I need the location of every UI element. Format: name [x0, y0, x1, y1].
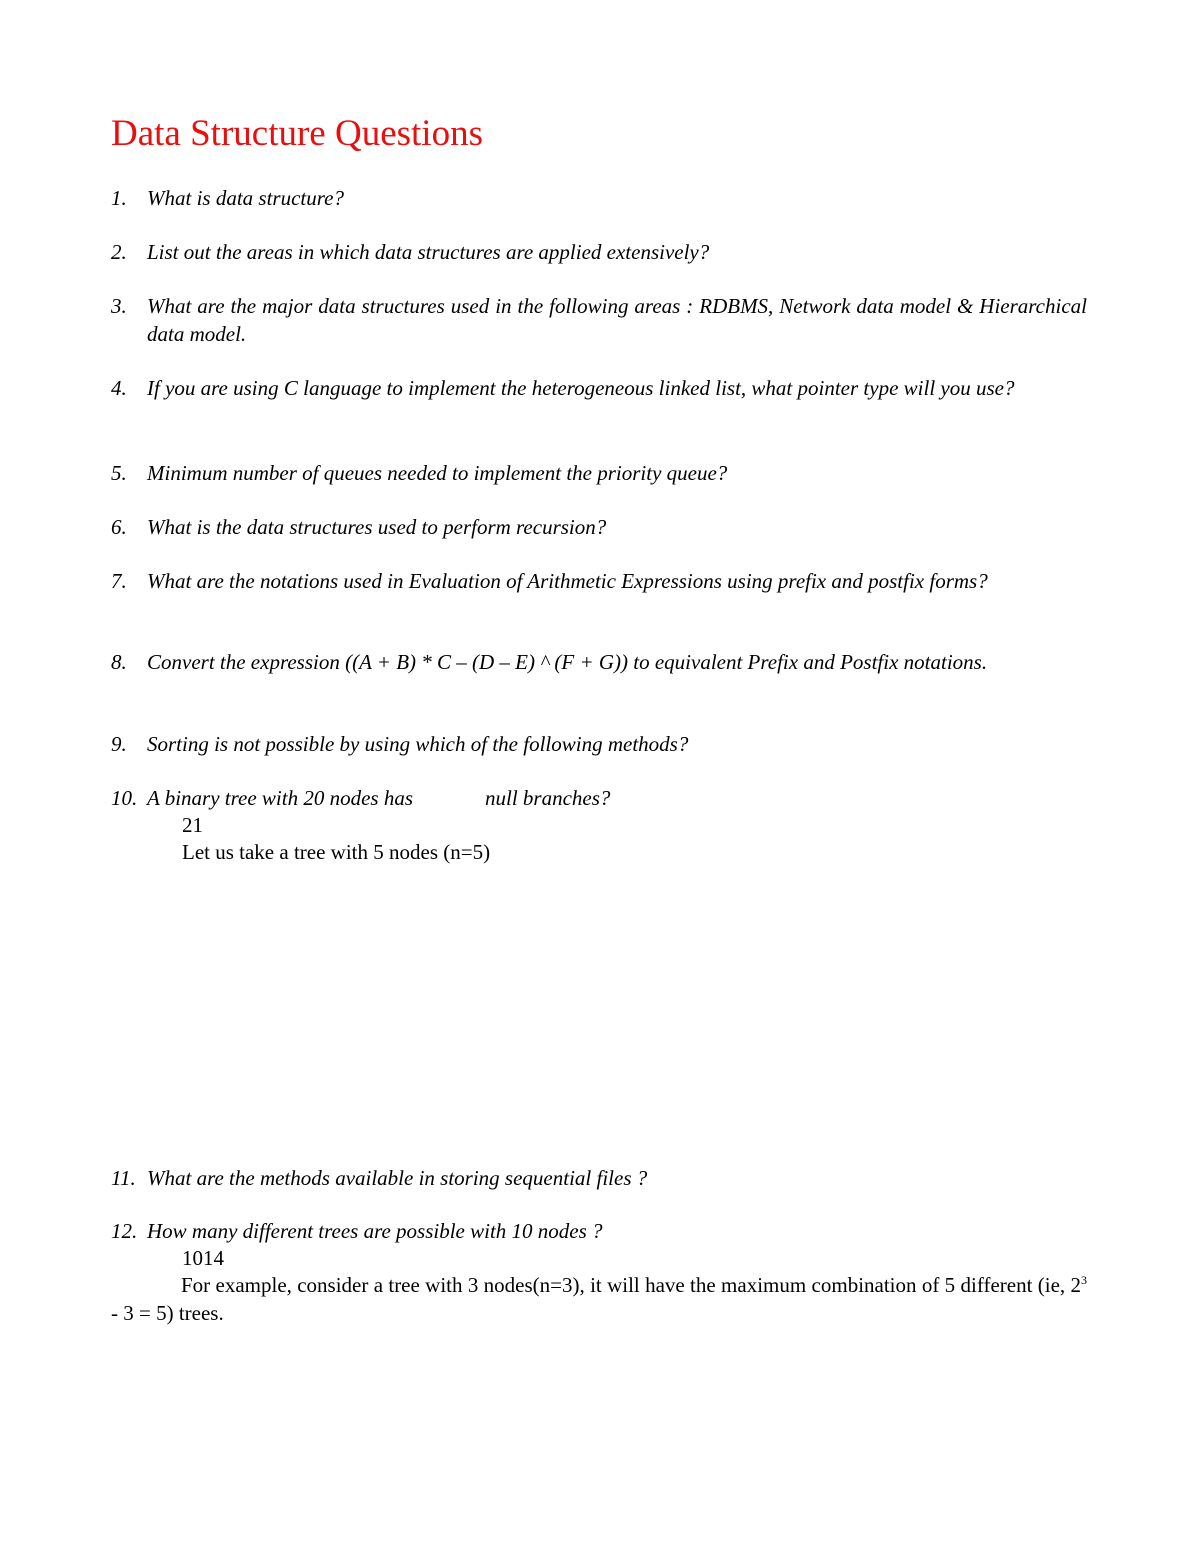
question-text: Convert the expression ((A + B) * C – (D – E) ^ (F + G)) to equivalent Prefix and Postfix notations.	[147, 650, 988, 674]
question-text	[147, 784, 1087, 812]
question-number: 5.	[111, 461, 127, 485]
question-number: 6.	[111, 515, 127, 539]
question-number: 12.	[111, 1219, 138, 1243]
answer-value: 21	[182, 813, 203, 837]
answer-note: Let us take a tree with 5 nodes (n=5)	[182, 840, 491, 864]
question-text: What is the data structures used to perform recursion?	[147, 515, 607, 539]
question-number: 9.	[111, 732, 127, 756]
question-4	[111, 374, 1087, 402]
question-1	[111, 184, 1087, 212]
answer-value: 1014	[182, 1246, 224, 1270]
question-text: What is data structure?	[147, 186, 344, 210]
page-title: Data Structure Questions	[111, 113, 483, 154]
question-12	[111, 1217, 1087, 1245]
question-number: 11.	[111, 1166, 136, 1190]
question-text: What are the notations used in Evaluation of Arithmetic Expressions using prefix and postfix forms?	[147, 569, 988, 593]
question-5	[111, 459, 1087, 487]
question-text: List out the areas in which data structures are applied extensively?	[147, 240, 710, 264]
question-number: 1.	[111, 186, 127, 210]
question-2	[111, 238, 1087, 266]
question-text-part: A binary tree with 20 nodes has	[147, 786, 413, 810]
question-10	[111, 784, 1087, 812]
question-9	[111, 730, 1087, 758]
question-number: 3.	[111, 294, 127, 318]
question-number: 7.	[111, 569, 127, 593]
answer-note-part: For example, consider a tree with 3 nodes(n=3), it will have the maximum combination of 5 different (ie, 2	[181, 1273, 1081, 1297]
question-3	[111, 292, 1087, 348]
question-text: What are the methods available in storing sequential files ?	[147, 1166, 648, 1190]
answer-note-part: - 3 = 5) trees.	[111, 1301, 224, 1325]
question-6	[111, 513, 1087, 541]
question-text: Minimum number of queues needed to implement the priority queue?	[147, 461, 728, 485]
question-7	[111, 567, 1087, 595]
question-text: How many different trees are possible with 10 nodes ?	[147, 1219, 603, 1243]
question-text: What are the major data structures used in the following areas : RDBMS, Network data model & Hierarchical data model.	[147, 294, 1087, 346]
question-number: 8.	[111, 650, 127, 674]
question-8	[111, 648, 1087, 676]
question-number: 4.	[111, 376, 127, 400]
exponent: 3	[1081, 1273, 1087, 1287]
question-text-part: null branches?	[485, 786, 611, 810]
question-11	[111, 1164, 1087, 1192]
answer-note	[111, 1271, 1087, 1327]
question-text: Sorting is not possible by using which of the following methods?	[147, 732, 689, 756]
question-text: If you are using C language to implement the heterogeneous linked list, what pointer type will you use?	[147, 376, 1015, 400]
question-number: 10.	[111, 786, 138, 810]
question-number: 2.	[111, 240, 127, 264]
